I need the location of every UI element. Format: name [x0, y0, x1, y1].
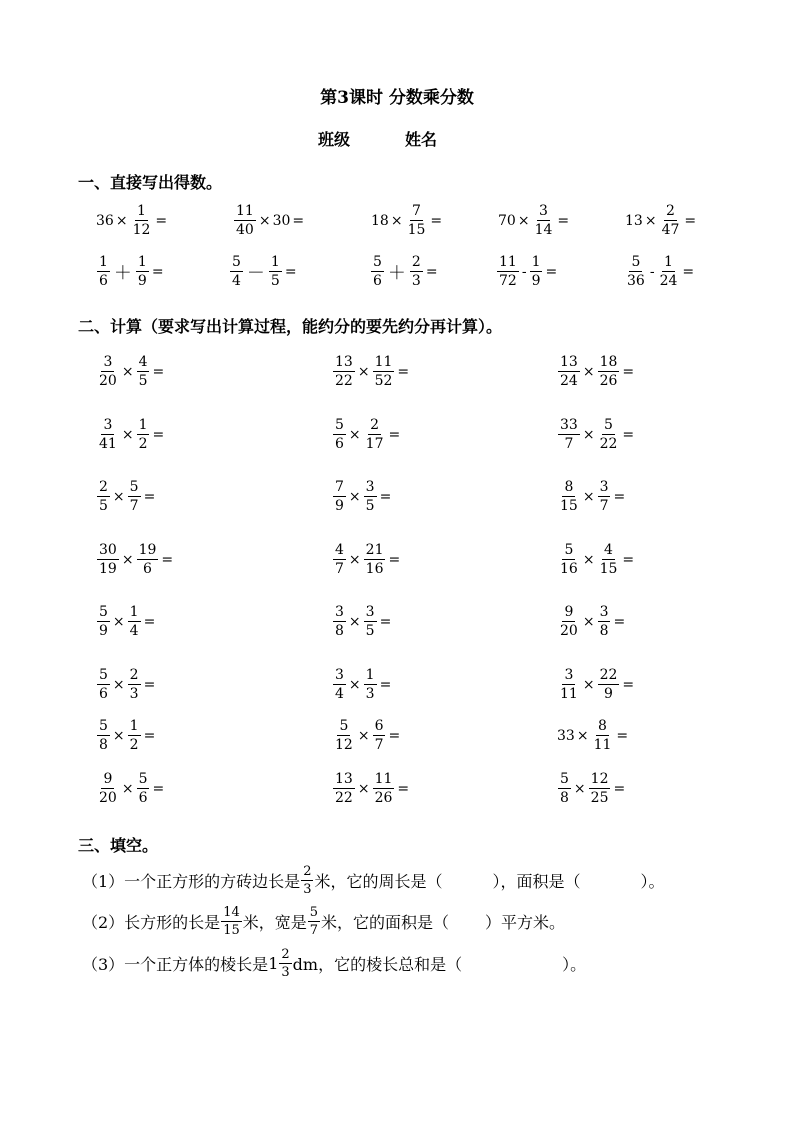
- section-3-heading: 三、填空。: [78, 836, 159, 855]
- part2-r4-c3: $\frac{5}{16}$ × $\frac{4}{15}$ =: [560, 542, 635, 577]
- part2-r3-c1: $\frac{2}{5}$ × $\frac{5}{7}$ =: [99, 479, 156, 514]
- part1-r2-c1: $\frac{1}{6}$ ＋ $\frac{1}{9}$ =: [99, 254, 164, 289]
- part2-r5-c2: $\frac{3}{8}$ × $\frac{3}{5}$ =: [335, 604, 392, 639]
- part1-r1-c5: 13 × $\frac{2}{47}$ =: [625, 203, 697, 238]
- section-1-heading: 一、直接写出得数。: [78, 173, 223, 192]
- part2-r2-c2: $\frac{5}{6}$ × $\frac{2}{17}$ =: [335, 417, 401, 452]
- part2-r1-c3: $\frac{13}{24}$ × $\frac{18}{26}$ =: [560, 354, 635, 389]
- part1-r2-c2: $\frac{5}{4}$ － $\frac{1}{5}$ =: [232, 254, 297, 289]
- part2-r5-c1: $\frac{5}{9}$ × $\frac{1}{4}$ =: [99, 604, 156, 639]
- part2-r6-c2: $\frac{3}{4}$ × $\frac{1}{3}$ =: [335, 667, 392, 702]
- part2-r6-c3: $\frac{3}{11}$ × $\frac{22}{9}$ =: [560, 667, 635, 702]
- part2-r1-c1: $\frac{3}{20}$ × $\frac{4}{5}$ =: [99, 354, 165, 389]
- fill-question-1: （1）一个正方形的方砖边长是 $\frac{2}{3}$ 米，它的周长是（ ），面积是（ ）。: [82, 864, 665, 897]
- part2-r3-c2: $\frac{7}{9}$ × $\frac{3}{5}$ =: [335, 479, 392, 514]
- page-title: 第3课时 分数乘分数: [320, 88, 474, 108]
- part2-r2-c3: $\frac{33}{7}$ × $\frac{5}{22}$ =: [560, 417, 635, 452]
- part1-r1-c4: 70 × $\frac{3}{14}$ =: [498, 203, 570, 238]
- part2-r7-c2: $\frac{5}{12}$ × $\frac{6}{7}$ =: [335, 718, 401, 753]
- part2-r4-c2: $\frac{4}{7}$ × $\frac{21}{16}$ =: [335, 542, 401, 577]
- name-label: 姓名: [405, 130, 438, 149]
- section-2-heading: 二、计算（要求写出计算过程，能约分的要先约分再计算）。: [78, 317, 503, 336]
- fill-question-2: （2）长方形的长是 $\frac{14}{15}$ 米，宽是 $\frac{5}{7}$ 米，它的面积是（ ）平方米。: [82, 905, 566, 938]
- class-name-line: [318, 127, 437, 150]
- part2-r8-c3: $\frac{5}{8}$ × $\frac{12}{25}$ =: [560, 771, 626, 806]
- part2-r4-c1: $\frac{30}{19}$ × $\frac{19}{6}$ =: [99, 542, 174, 577]
- class-label: 班级: [318, 130, 351, 149]
- part2-r8-c1: $\frac{9}{20}$ × $\frac{5}{6}$ =: [99, 771, 165, 806]
- part2-r3-c3: $\frac{8}{15}$ × $\frac{3}{7}$ =: [560, 479, 626, 514]
- part2-r5-c3: $\frac{9}{20}$ × $\frac{3}{8}$ =: [560, 604, 626, 639]
- part1-r1-c1: 36 × $\frac{1}{12}$ =: [96, 203, 168, 238]
- part2-r6-c1: $\frac{5}{6}$ × $\frac{2}{3}$ =: [99, 667, 156, 702]
- part1-r2-c3: $\frac{5}{6}$ ＋ $\frac{2}{3}$ =: [373, 254, 438, 289]
- part2-r2-c1: $\frac{3}{41}$ × $\frac{1}{2}$ =: [99, 417, 165, 452]
- fill-question-3: （3）一个正方体的棱长是 1 $\frac{2}{3}$ dm，它的棱长总和是（ ）。: [82, 947, 587, 980]
- part2-r7-c1: $\frac{5}{8}$ × $\frac{1}{2}$ =: [99, 718, 156, 753]
- part2-r8-c2: $\frac{13}{22}$ × $\frac{11}{26}$ =: [335, 771, 410, 806]
- part2-r7-c3: 33 × $\frac{8}{11}$ =: [557, 718, 629, 753]
- part1-r2-c4: $\frac{11}{72}$ - $\frac{1}{9}$ =: [499, 254, 558, 289]
- part2-r1-c2: $\frac{13}{22}$ × $\frac{11}{52}$ =: [335, 354, 410, 389]
- part1-r2-c5: $\frac{5}{36}$ - $\frac{1}{24}$ =: [627, 254, 695, 289]
- part1-r1-c3: 18 × $\frac{7}{15}$ =: [371, 203, 443, 238]
- part1-r1-c2: $\frac{11}{40}$ × 30 =: [236, 203, 305, 238]
